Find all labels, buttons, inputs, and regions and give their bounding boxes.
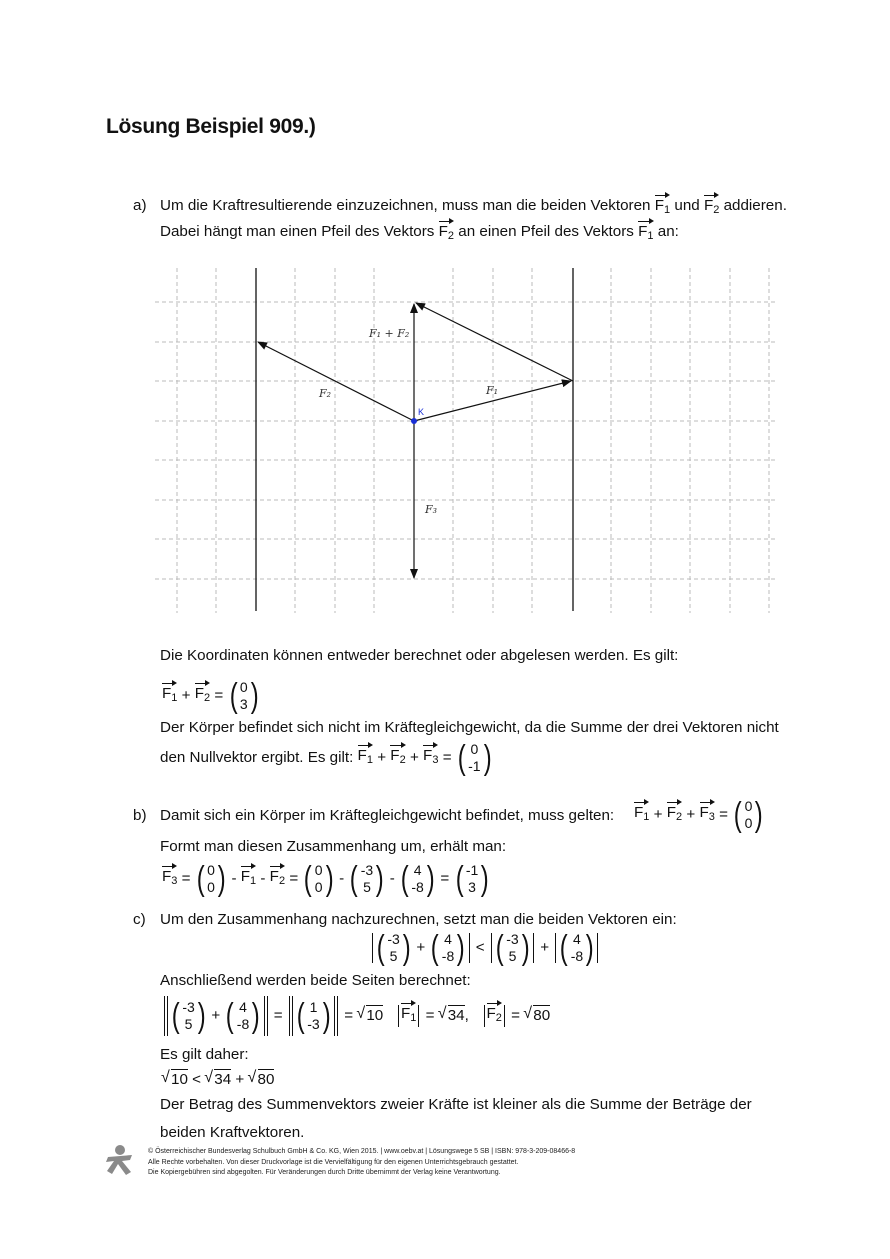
part-b-marker: b) — [133, 807, 147, 824]
part-a-line1: Um die Kraftresultierende einzuzeichnen, muss man die beiden Vektoren $F_1$ und $F_2$ addieren. — [160, 196, 787, 220]
part-c-line1: Um den Zusammenhang nachzurechnen, setzt man die beiden Vektoren ein: — [160, 911, 677, 928]
vector-f1: $F_1$ — [655, 196, 670, 220]
part-a-marker: a) — [133, 197, 147, 214]
label-f3: F₃ — [425, 503, 438, 516]
label-k: K — [418, 407, 425, 417]
nullvector-line: den Nullvektor ergibt. Es gilt: $F_1$ + $F_2$ + $F_3$ = ( 0 -1 ) — [160, 739, 492, 777]
vector-f2: $F_2$ — [704, 196, 719, 220]
publisher-logo-icon — [104, 1144, 136, 1176]
equation-f1-plus-f2: $F_1$ + $F_2$ = ( 0 3 ) — [162, 677, 259, 715]
magnitude-calculation: ( -3 5 ) + ( 4 -8 ) = ( 1 -3 ) = √ 10 $F_1$ = √ 34 , $F_2$ = √ 80 — [162, 996, 550, 1036]
point-k — [411, 418, 417, 424]
part-a-line2: Dabei hängt man einen Pfeil des Vektors $F_2$ an einen Pfeil des Vektors $F_1$ an: — [160, 222, 679, 246]
footer — [148, 1147, 575, 1179]
part-b-line2: Formt man diesen Zusammenhang um, erhält man: — [160, 838, 507, 855]
label-f1-plus-f2: F₁ + F₂ — [369, 327, 410, 340]
part-b-line1: Damit sich ein Körper im Kräftegleichgewicht befindet, muss gelten: — [160, 807, 615, 824]
vector-f1: $F_1$ — [638, 222, 653, 246]
vector-0-minus1: ( 0 -1 ) — [457, 739, 492, 777]
force-diagram — [155, 268, 775, 613]
part-c-line2: Anschließend werden beide Seiten berechnet: — [160, 972, 471, 989]
part-c-marker: c) — [133, 911, 146, 928]
label-f1: F₁ — [486, 384, 499, 397]
coords-text: Die Koordinaten können entweder berechnet oder abgelesen werden. Es gilt: — [160, 647, 679, 664]
footer-line1: © Österreichischer Bundesverlag Schulbuch GmbH & Co. KG, Wien 2015. | www.oebv.at | Lösungswege 5 SB | ISBN: 978-3-209-08466-8 — [148, 1148, 576, 1155]
grid — [155, 268, 775, 613]
vector-0-3: ( 0 3 ) — [229, 677, 259, 715]
triangle-inequality: ( -3 5 ) + ( 4 -8 ) < ( -3 5 ) + ( 4 -8 ) — [370, 931, 600, 965]
page-title: Lösung Beispiel 909.) — [106, 115, 316, 138]
footer-line2: Alle Rechte vorbehalten. Von dieser Druckvorlage ist die Vervielfältigung für den eigenen Unterrichtsgebrauch gestattet. — [148, 1158, 519, 1166]
footer-line3: Die Kopiergebühren sind abgegolten. Für Veränderungen durch Dritte übernimmt der Verlag keine Verantwortung. — [148, 1169, 501, 1176]
sqrt-inequality: √ 10 < √ 34 + √ 80 — [162, 1070, 274, 1090]
part-c-line3: Es gilt daher: — [160, 1046, 249, 1063]
f3-derivation: $F_3$ = ( 0 0 ) - $F_1$ - $F_2$ = ( 0 0 ) - ( -3 5 ) - ( 4 -8 ) = ( -1 3 ) — [162, 860, 489, 898]
equilibrium-equation: $F_1$ + $F_2$ + $F_3$ = ( 0 0 ) — [634, 796, 764, 834]
part-c-line5: beiden Kraftvektoren. — [160, 1124, 305, 1141]
part-c-line4: Der Betrag des Summenvektors zweier Kräfte ist kleiner als die Summe der Beträge der — [160, 1096, 752, 1113]
vector-f2: $F_2$ — [439, 222, 454, 246]
label-f2: F₂ — [319, 387, 332, 400]
not-equilibrium-text: Der Körper befindet sich nicht im Kräftegleichgewicht, da die Summe der drei Vektoren nicht — [160, 719, 779, 736]
